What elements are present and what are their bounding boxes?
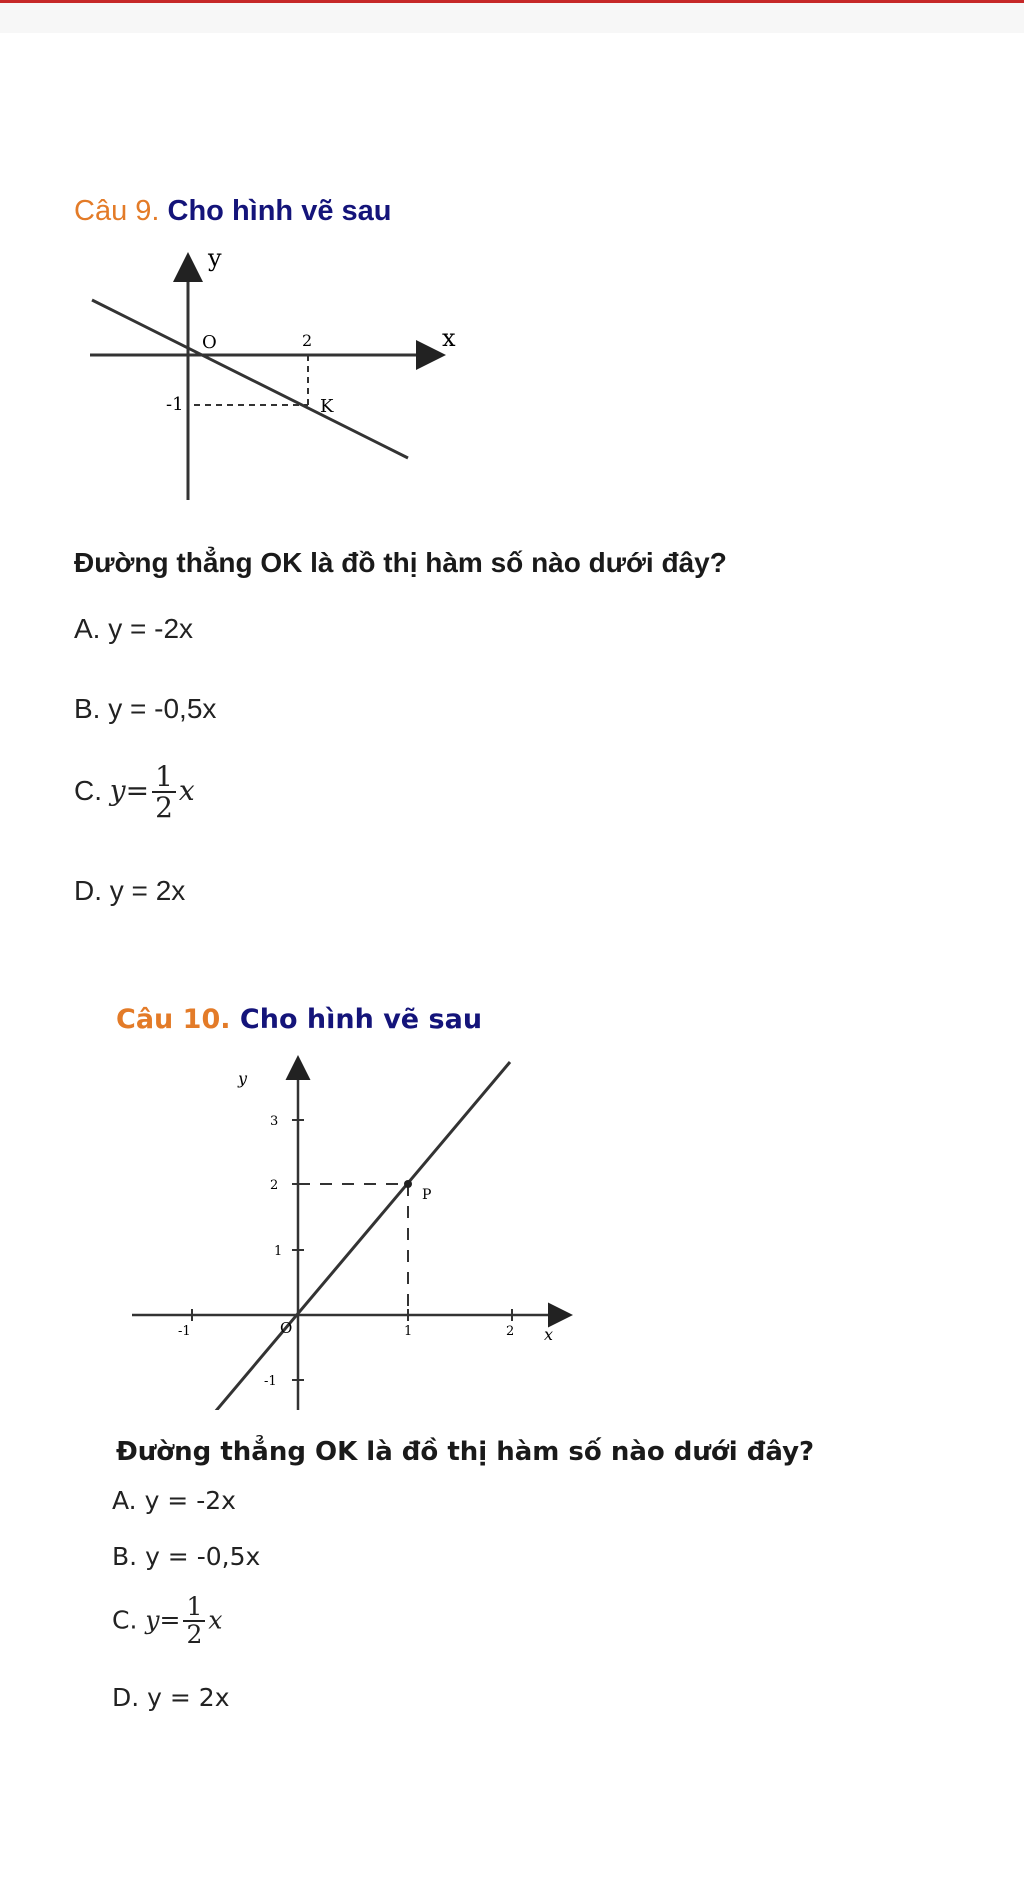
q9-x-label: x (442, 324, 456, 352)
q9-x-tick: 2 (302, 331, 313, 350)
q10-origin-label: O (280, 1319, 293, 1337)
q9-number: Câu 9. (74, 195, 160, 227)
q10-y-tick-label-1: 1 (274, 1244, 283, 1259)
q10-number: Câu 10. (116, 1004, 231, 1035)
q10-y-tick-label-2: 2 (270, 1178, 279, 1193)
q10-question: Đường thẳng OK là đồ thị hàm số nào dưới đây? (116, 1437, 815, 1467)
q9-option-b[interactable]: B. y = -0,5x (74, 693, 217, 724)
q10-point-label: P (422, 1187, 432, 1203)
q9-graph (80, 240, 540, 500)
q10-x-tick-label-2: 2 (506, 1324, 515, 1339)
q9-point-label: K (320, 396, 334, 417)
q9-option-c[interactable]: C. y= $\frac{1}{2}$ x (74, 760, 195, 825)
q10-y-tick-label-3: 3 (270, 1114, 279, 1129)
q9-option-a[interactable]: A. y = -2x (74, 613, 194, 644)
q10-option-d[interactable]: D. y = 2x (112, 1683, 230, 1712)
q10-title (116, 1004, 482, 1035)
q10-fraction: $\frac{1}{2}$ (183, 1594, 205, 1649)
q9-line-ok (92, 300, 408, 458)
q9-y-label: y (208, 244, 222, 272)
q10-x-tick-label-1: 1 (404, 1324, 413, 1339)
q9-title-text: Cho hình vẽ sau (167, 195, 392, 227)
q10-option-b[interactable]: B. y = -0,5x (112, 1542, 261, 1571)
q10-line-op (215, 1062, 510, 1410)
q10-graph (120, 1050, 600, 1410)
q9-fraction: $\frac{1}{2}$ (152, 762, 176, 823)
q9-y-tick: -1 (166, 394, 184, 415)
q10-y-tick-label-minus1: -1 (264, 1374, 277, 1389)
q10-x-tick-label-minus1: -1 (178, 1324, 191, 1339)
top-header-strip (0, 3, 1024, 33)
q9-title (74, 195, 392, 228)
q9-option-d[interactable]: D. y = 2x (74, 875, 186, 906)
q9-question: Đường thẳng OK là đồ thị hàm số nào dưới đây? (74, 547, 727, 578)
q10-y-label: y (238, 1069, 248, 1088)
q10-title-text: Cho hình vẽ sau (239, 1004, 483, 1035)
q10-x-label: x (544, 1325, 554, 1344)
q10-option-a[interactable]: A. y = -2x (112, 1486, 236, 1515)
q10-point-p (404, 1180, 412, 1188)
q9-origin-label: O (202, 332, 217, 353)
q10-option-c[interactable]: C. y= $\frac{1}{2}$ x (112, 1592, 223, 1650)
